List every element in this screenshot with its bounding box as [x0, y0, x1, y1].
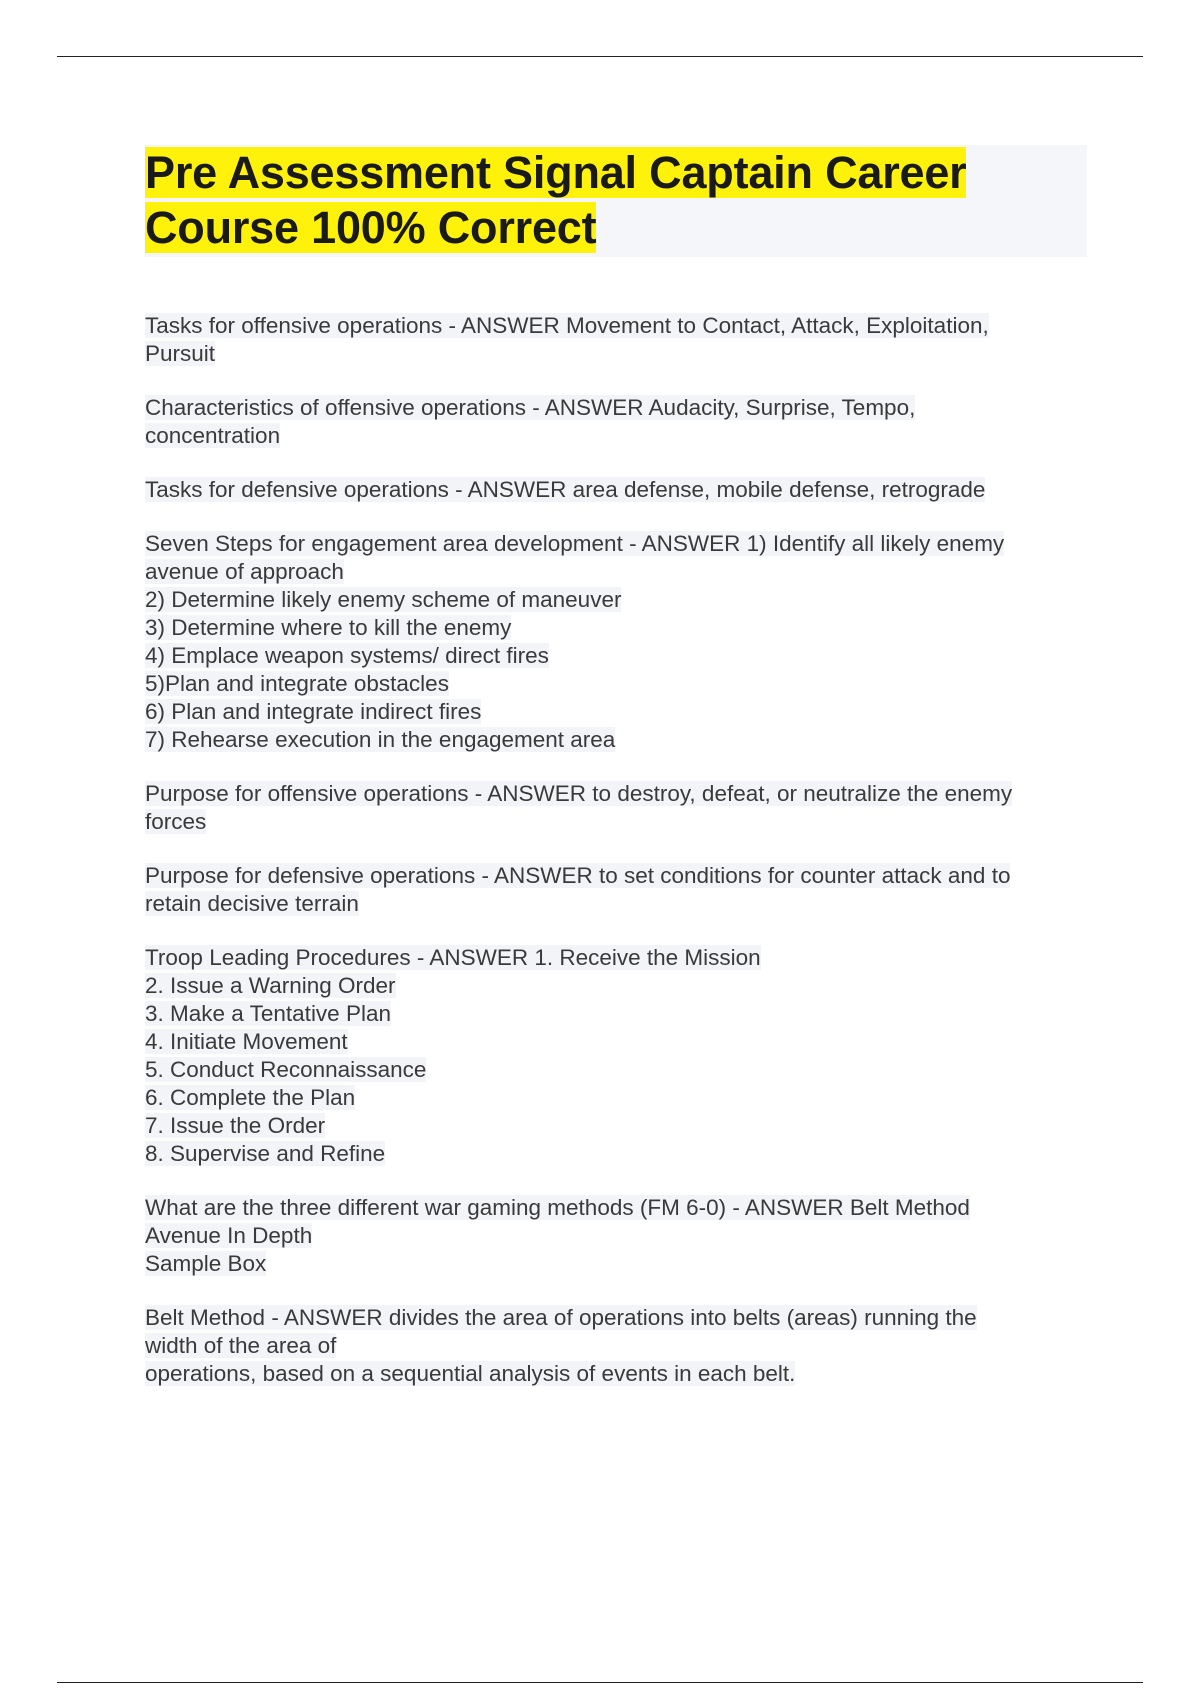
qa-line: 4) Emplace weapon systems/ direct fires — [145, 643, 549, 668]
qa-entry — [145, 944, 1090, 1168]
qa-entry — [145, 530, 1090, 754]
qa-line: 6. Complete the Plan — [145, 1085, 356, 1110]
qa-entry — [145, 1194, 1090, 1278]
qa-line: Troop Leading Procedures - ANSWER 1. Receive the Mission — [145, 945, 761, 970]
qa-line: retain decisive terrain — [145, 891, 359, 916]
footer-rule — [57, 1682, 1143, 1683]
qa-line: 3. Make a Tentative Plan — [145, 1001, 391, 1026]
qa-line: 5)Plan and integrate obstacles — [145, 671, 449, 696]
qa-line: Seven Steps for engagement area development - ANSWER 1) Identify all likely enemy — [145, 531, 1005, 556]
qa-entry — [145, 1304, 1090, 1388]
qa-line: 7. Issue the Order — [145, 1113, 326, 1138]
qa-line: 3) Determine where to kill the enemy — [145, 615, 512, 640]
qa-line: 7) Rehearse execution in the engagement area — [145, 727, 616, 752]
qa-entry — [145, 394, 1090, 450]
qa-line: 6) Plan and integrate indirect fires — [145, 699, 482, 724]
qa-line: Sample Box — [145, 1251, 267, 1276]
header-rule — [57, 56, 1143, 57]
qa-line: Purpose for offensive operations - ANSWER to destroy, defeat, or neutralize the enemy — [145, 781, 1013, 806]
qa-entry — [145, 862, 1090, 918]
qa-line: Belt Method - ANSWER divides the area of operations into belts (areas) running the — [145, 1305, 977, 1330]
qa-line: operations, based on a sequential analysis of events in each belt. — [145, 1361, 796, 1386]
qa-line: Purpose for defensive operations - ANSWER to set conditions for counter attack and to — [145, 863, 1011, 888]
qa-line: Avenue In Depth — [145, 1223, 313, 1248]
document-body — [145, 312, 1090, 1414]
title-line: Pre Assessment Signal Captain Career — [145, 147, 967, 198]
document-title — [145, 145, 1087, 255]
title-block — [145, 145, 1087, 257]
qa-line: 2. Issue a Warning Order — [145, 973, 396, 998]
qa-line: 2) Determine likely enemy scheme of maneuver — [145, 587, 622, 612]
qa-line: Pursuit — [145, 341, 216, 366]
qa-entry — [145, 780, 1090, 836]
qa-line: What are the three different war gaming methods (FM 6-0) - ANSWER Belt Method — [145, 1195, 970, 1220]
qa-line: avenue of approach — [145, 559, 344, 584]
qa-line: 4. Initiate Movement — [145, 1029, 348, 1054]
qa-line: forces — [145, 809, 207, 834]
qa-line: 5. Conduct Reconnaissance — [145, 1057, 427, 1082]
qa-line: Tasks for defensive operations - ANSWER area defense, mobile defense, retrograde — [145, 477, 986, 502]
qa-line: Characteristics of offensive operations - ANSWER Audacity, Surprise, Tempo, — [145, 395, 916, 420]
qa-line: Tasks for offensive operations - ANSWER Movement to Contact, Attack, Exploitation, — [145, 313, 989, 338]
qa-line: width of the area of — [145, 1333, 337, 1358]
qa-line: concentration — [145, 423, 281, 448]
qa-entry — [145, 476, 1090, 504]
qa-line: 8. Supervise and Refine — [145, 1141, 386, 1166]
title-line: Course 100% Correct — [145, 202, 597, 253]
qa-entry — [145, 312, 1090, 368]
